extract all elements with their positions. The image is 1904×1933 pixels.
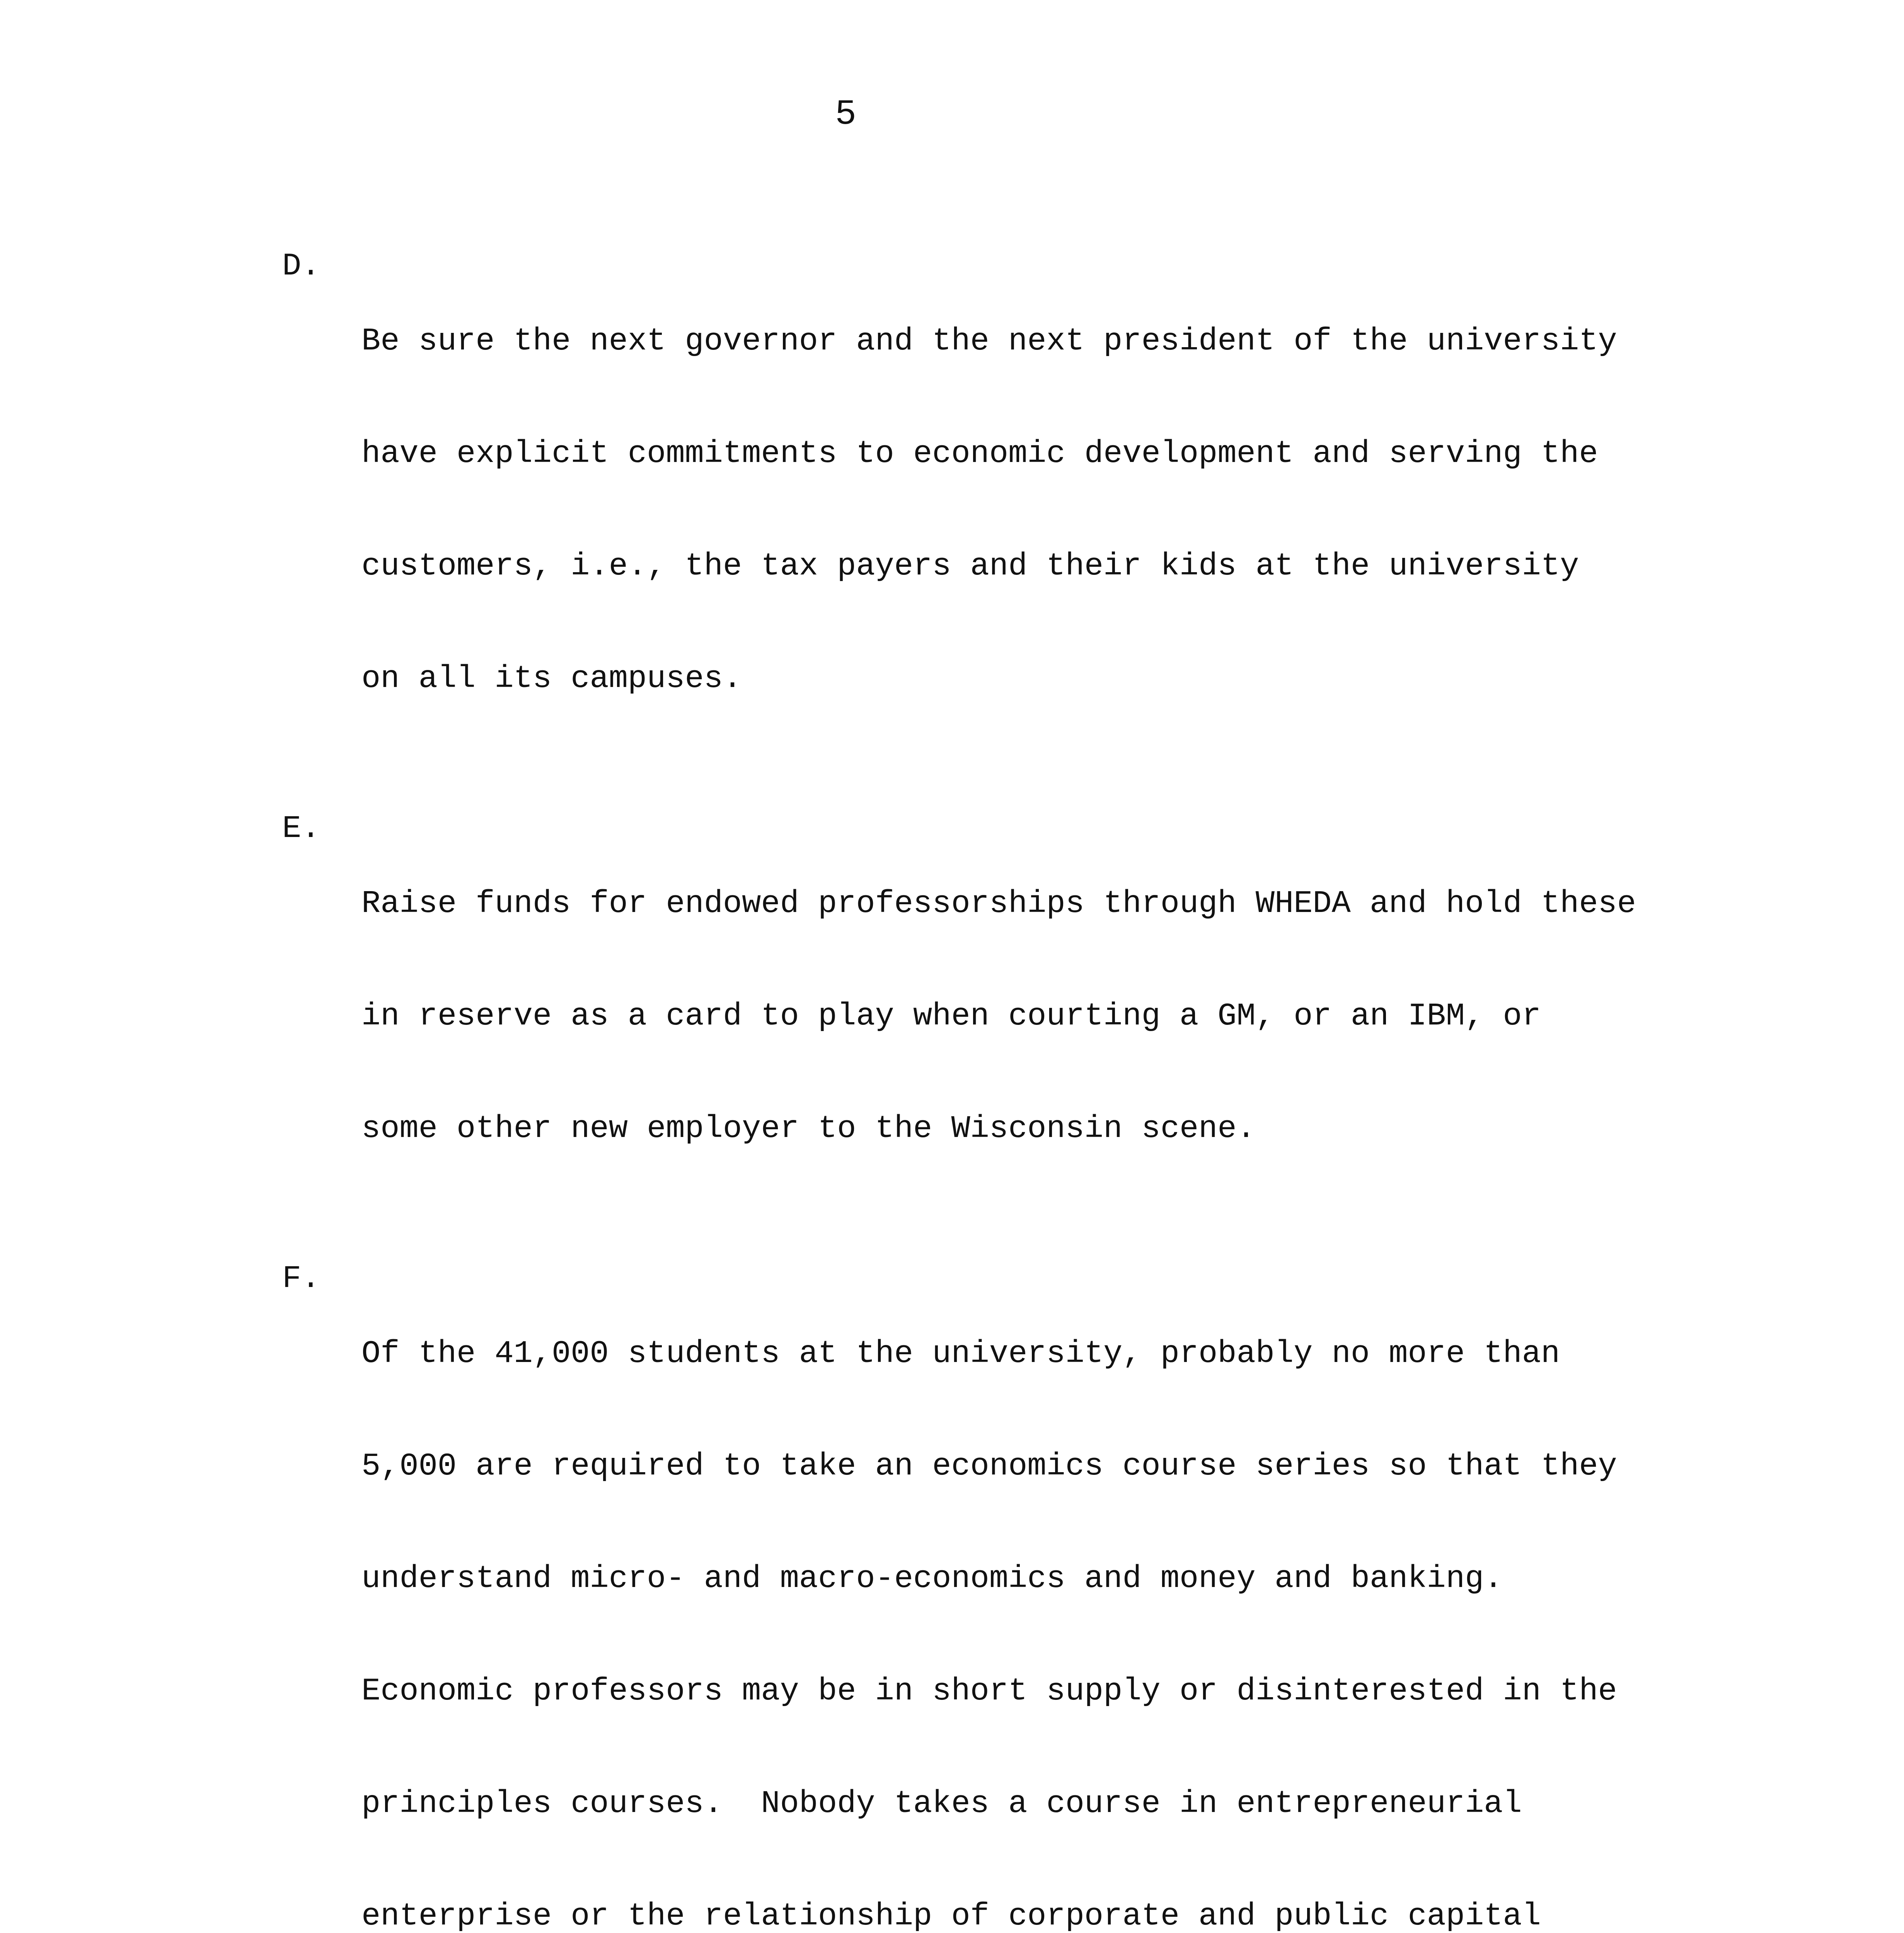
- item-letter: E.: [282, 811, 320, 847]
- text-line: in reserve as a card to play when courting a GM, or an IBM, or: [361, 998, 1541, 1034]
- text-line: Of the 41,000 students at the university, probably no more than: [361, 1336, 1560, 1372]
- text-line: on all its campuses.: [361, 661, 742, 697]
- list-item-f: [282, 1260, 1693, 1933]
- text-line: Economic professors may be in short supply or disinterested in the: [361, 1673, 1617, 1709]
- item-letter: D.: [282, 248, 320, 284]
- item-text: [361, 810, 1693, 1222]
- list-item-d: [282, 247, 1693, 772]
- page-number: 5: [835, 94, 857, 135]
- text-line: Be sure the next governor and the next president of the university: [361, 323, 1617, 359]
- item-text: [361, 247, 1693, 772]
- text-line: some other new employer to the Wisconsin scene.: [361, 1111, 1256, 1147]
- text-line: customers, i.e., the tax payers and their kids at the university: [361, 548, 1579, 584]
- text-line: principles courses. Nobody takes a course in entrepreneurial: [361, 1786, 1522, 1822]
- item-text: [361, 1260, 1693, 1933]
- text-line: enterprise or the relationship of corporate and public capital: [361, 1898, 1541, 1933]
- text-line: 5,000 are required to take an economics course series so that they: [361, 1448, 1617, 1484]
- list-item-e: [282, 810, 1693, 1222]
- text-line: have explicit commitments to economic development and serving the: [361, 436, 1598, 472]
- item-letter: F.: [282, 1261, 320, 1297]
- text-line: Raise funds for endowed professorships through WHEDA and hold these: [361, 886, 1636, 922]
- text-line: understand micro- and macro-economics and money and banking.: [361, 1561, 1503, 1597]
- item-list: [282, 247, 1693, 1933]
